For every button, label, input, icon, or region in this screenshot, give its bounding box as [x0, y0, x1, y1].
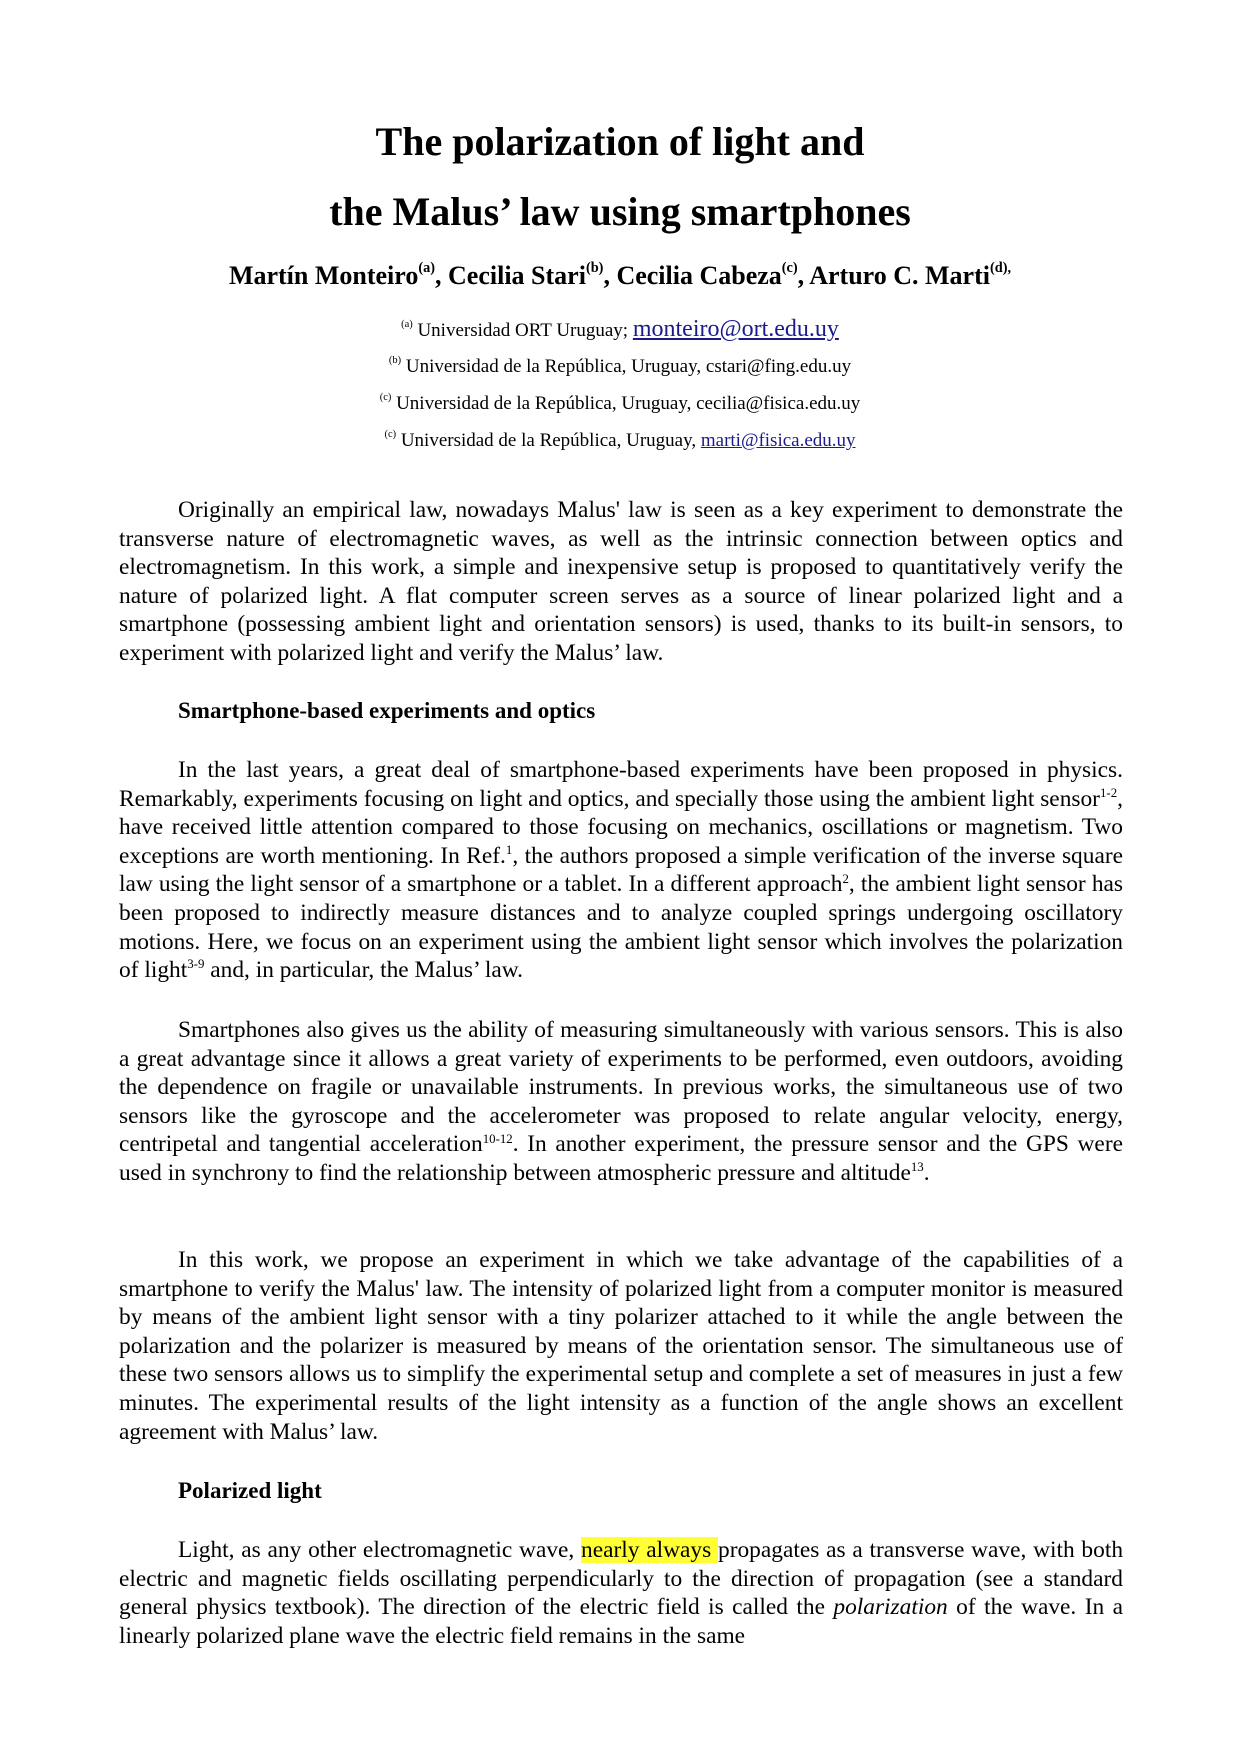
reference-mark: 1-2 [1099, 785, 1118, 800]
author-separator: , [797, 261, 810, 290]
author-name: Cecilia Cabeza [616, 261, 782, 290]
email-link-monteiro[interactable]: monteiro@ort.edu.uy [632, 316, 839, 342]
paragraph-text: of the wave. In a linearly polarized plane wave the electric field remains in the same [119, 1594, 1123, 1649]
emphasized-term: polarization [833, 1594, 948, 1621]
paragraph-text: , have received little attention compared to those focusing on mechanics, oscillations or magnetism. Two exceptions are worth mentioning. In Ref. [119, 785, 1123, 869]
paragraph-polarized-light [119, 1536, 1123, 1650]
paragraph-text: and, in particular, the Malus’ law. [204, 957, 524, 984]
affiliation-a [0, 316, 1240, 344]
abstract-paragraph: Originally an empirical law, nowadays Malus' law is seen as a key experiment to demonstrate the transverse nature of electromagnetic waves, as well as the intrinsic connection between optics and electromagnetism. In this work, a simple and inexpensive setup is proposed to quantitatively verify the nature of polarized light. A flat computer screen serves as a source of linear polarized light and a smartphone (possessing ambient light and orientation sensors) is used, thanks to its built-in sensors, to experiment with polarized light and verify the Malus’ law. [119, 497, 1123, 666]
author-mark: (a) [418, 260, 436, 277]
title-line-1: The polarization of light and [375, 119, 865, 164]
affiliation-mark: (a) [401, 319, 413, 331]
author-separator: , [603, 261, 617, 290]
affiliation-mark: (b) [388, 355, 402, 367]
author-name: Cecilia Stari [448, 261, 586, 290]
author-name: Martín Monteiro [228, 261, 419, 290]
email-link-marti[interactable]: marti@fisica.edu.uy [700, 430, 856, 451]
author-mark: (c) [781, 260, 798, 277]
affiliation-text: Universidad ORT Uruguay; [417, 320, 633, 341]
author-mark: (b) [585, 260, 604, 277]
author-list [0, 260, 1240, 292]
paragraph-text: , the ambient light sensor has been proposed to indirectly measure distances and to analyze coupled springs undergoing oscillatory motions. Here, we focus on an experiment using the ambient light sensor which involves the polarization of light [119, 871, 1123, 984]
paragraph-text: . In another experiment, the pressure sensor and the GPS were used in synchrony to find the relationship between atmospheric pressure and altitude [119, 1131, 1123, 1186]
affiliation-d [0, 428, 1240, 454]
affiliation-mark: (c) [384, 429, 397, 441]
highlighted-text: nearly always [581, 1537, 718, 1563]
title-line-2: the Malus’ law using smartphones [329, 189, 911, 234]
reference-mark: 2 [842, 871, 849, 886]
section-heading-smartphone-experiments: Smartphone-based experiments and optics [178, 698, 596, 723]
reference-mark: 13 [910, 1160, 924, 1175]
affiliation-text: Universidad de la República, Uruguay, cstari@fing.edu.uy [405, 356, 852, 377]
reference-mark: 10-12 [482, 1131, 513, 1146]
affiliation-mark: (c) [379, 392, 392, 404]
section-heading-polarized-light: Polarized light [178, 1478, 322, 1503]
affiliation-c [0, 391, 1240, 417]
author-name: Arturo C. Marti [809, 261, 990, 290]
paragraph-smartphone-experiments [119, 756, 1123, 985]
affiliation-b [0, 354, 1240, 380]
reference-mark: 1 [505, 842, 513, 857]
paragraph-text: Smartphones also gives us the ability of measuring simultaneously with various sensors. This is also a great advantage since it allows a great variety of experiments to be performed, even outdoors, avoiding the dependence on fragile or unavailable instruments. In previous works, the simultaneous use of two sensors like the gyroscope and the accelerometer was proposed to relate angular velocity, energy, centripetal and tangential acceleration [119, 1017, 1123, 1158]
author-mark: (d), [989, 260, 1012, 277]
paragraph-text: . [923, 1159, 930, 1186]
paragraph-text: , the authors proposed a simple verification of the inverse square law using the light sensor of a smartphone or a tablet. In a different approach [119, 842, 1123, 898]
affiliation-text: Universidad de la República, Uruguay, [400, 430, 701, 451]
affiliation-text: Universidad de la República, Uruguay, cecilia@fisica.edu.uy [396, 393, 861, 414]
reference-mark: 3-9 [187, 957, 205, 972]
paragraph-text: Light, as any other electromagnetic wave, [178, 1537, 582, 1563]
paragraph-text: In the last years, a great deal of smartphone-based experiments have been proposed in physics. Remarkably, experiments focusing on light and optics, and specially those using the ambient light sensor [119, 757, 1123, 812]
paragraph-text: propagates as a transverse wave, with both electric and magnetic fields oscillating perpendicularly to the direction of propagation (see a standard general physics textbook). The direction of the electric field is called the [119, 1537, 1124, 1621]
paragraph-simultaneous-sensors [119, 1016, 1123, 1188]
paragraph-this-work: In this work, we propose an experiment in which we take advantage of the capabilities of a smartphone to verify the Malus' law. The intensity of polarized light from a computer monitor is measured by means of the ambient light sensor with a tiny polarizer attached to it while the angle between the polarization and the polarizer is measured by means of the orientation sensor. The simultaneous use of these two sensors allows us to simplify the experimental setup and complete a set of measures in just a few minutes. The experimental results of the light intensity as a function of the angle shows an excellent agreement with Malus’ law. [119, 1247, 1123, 1445]
author-separator: , [435, 261, 449, 290]
